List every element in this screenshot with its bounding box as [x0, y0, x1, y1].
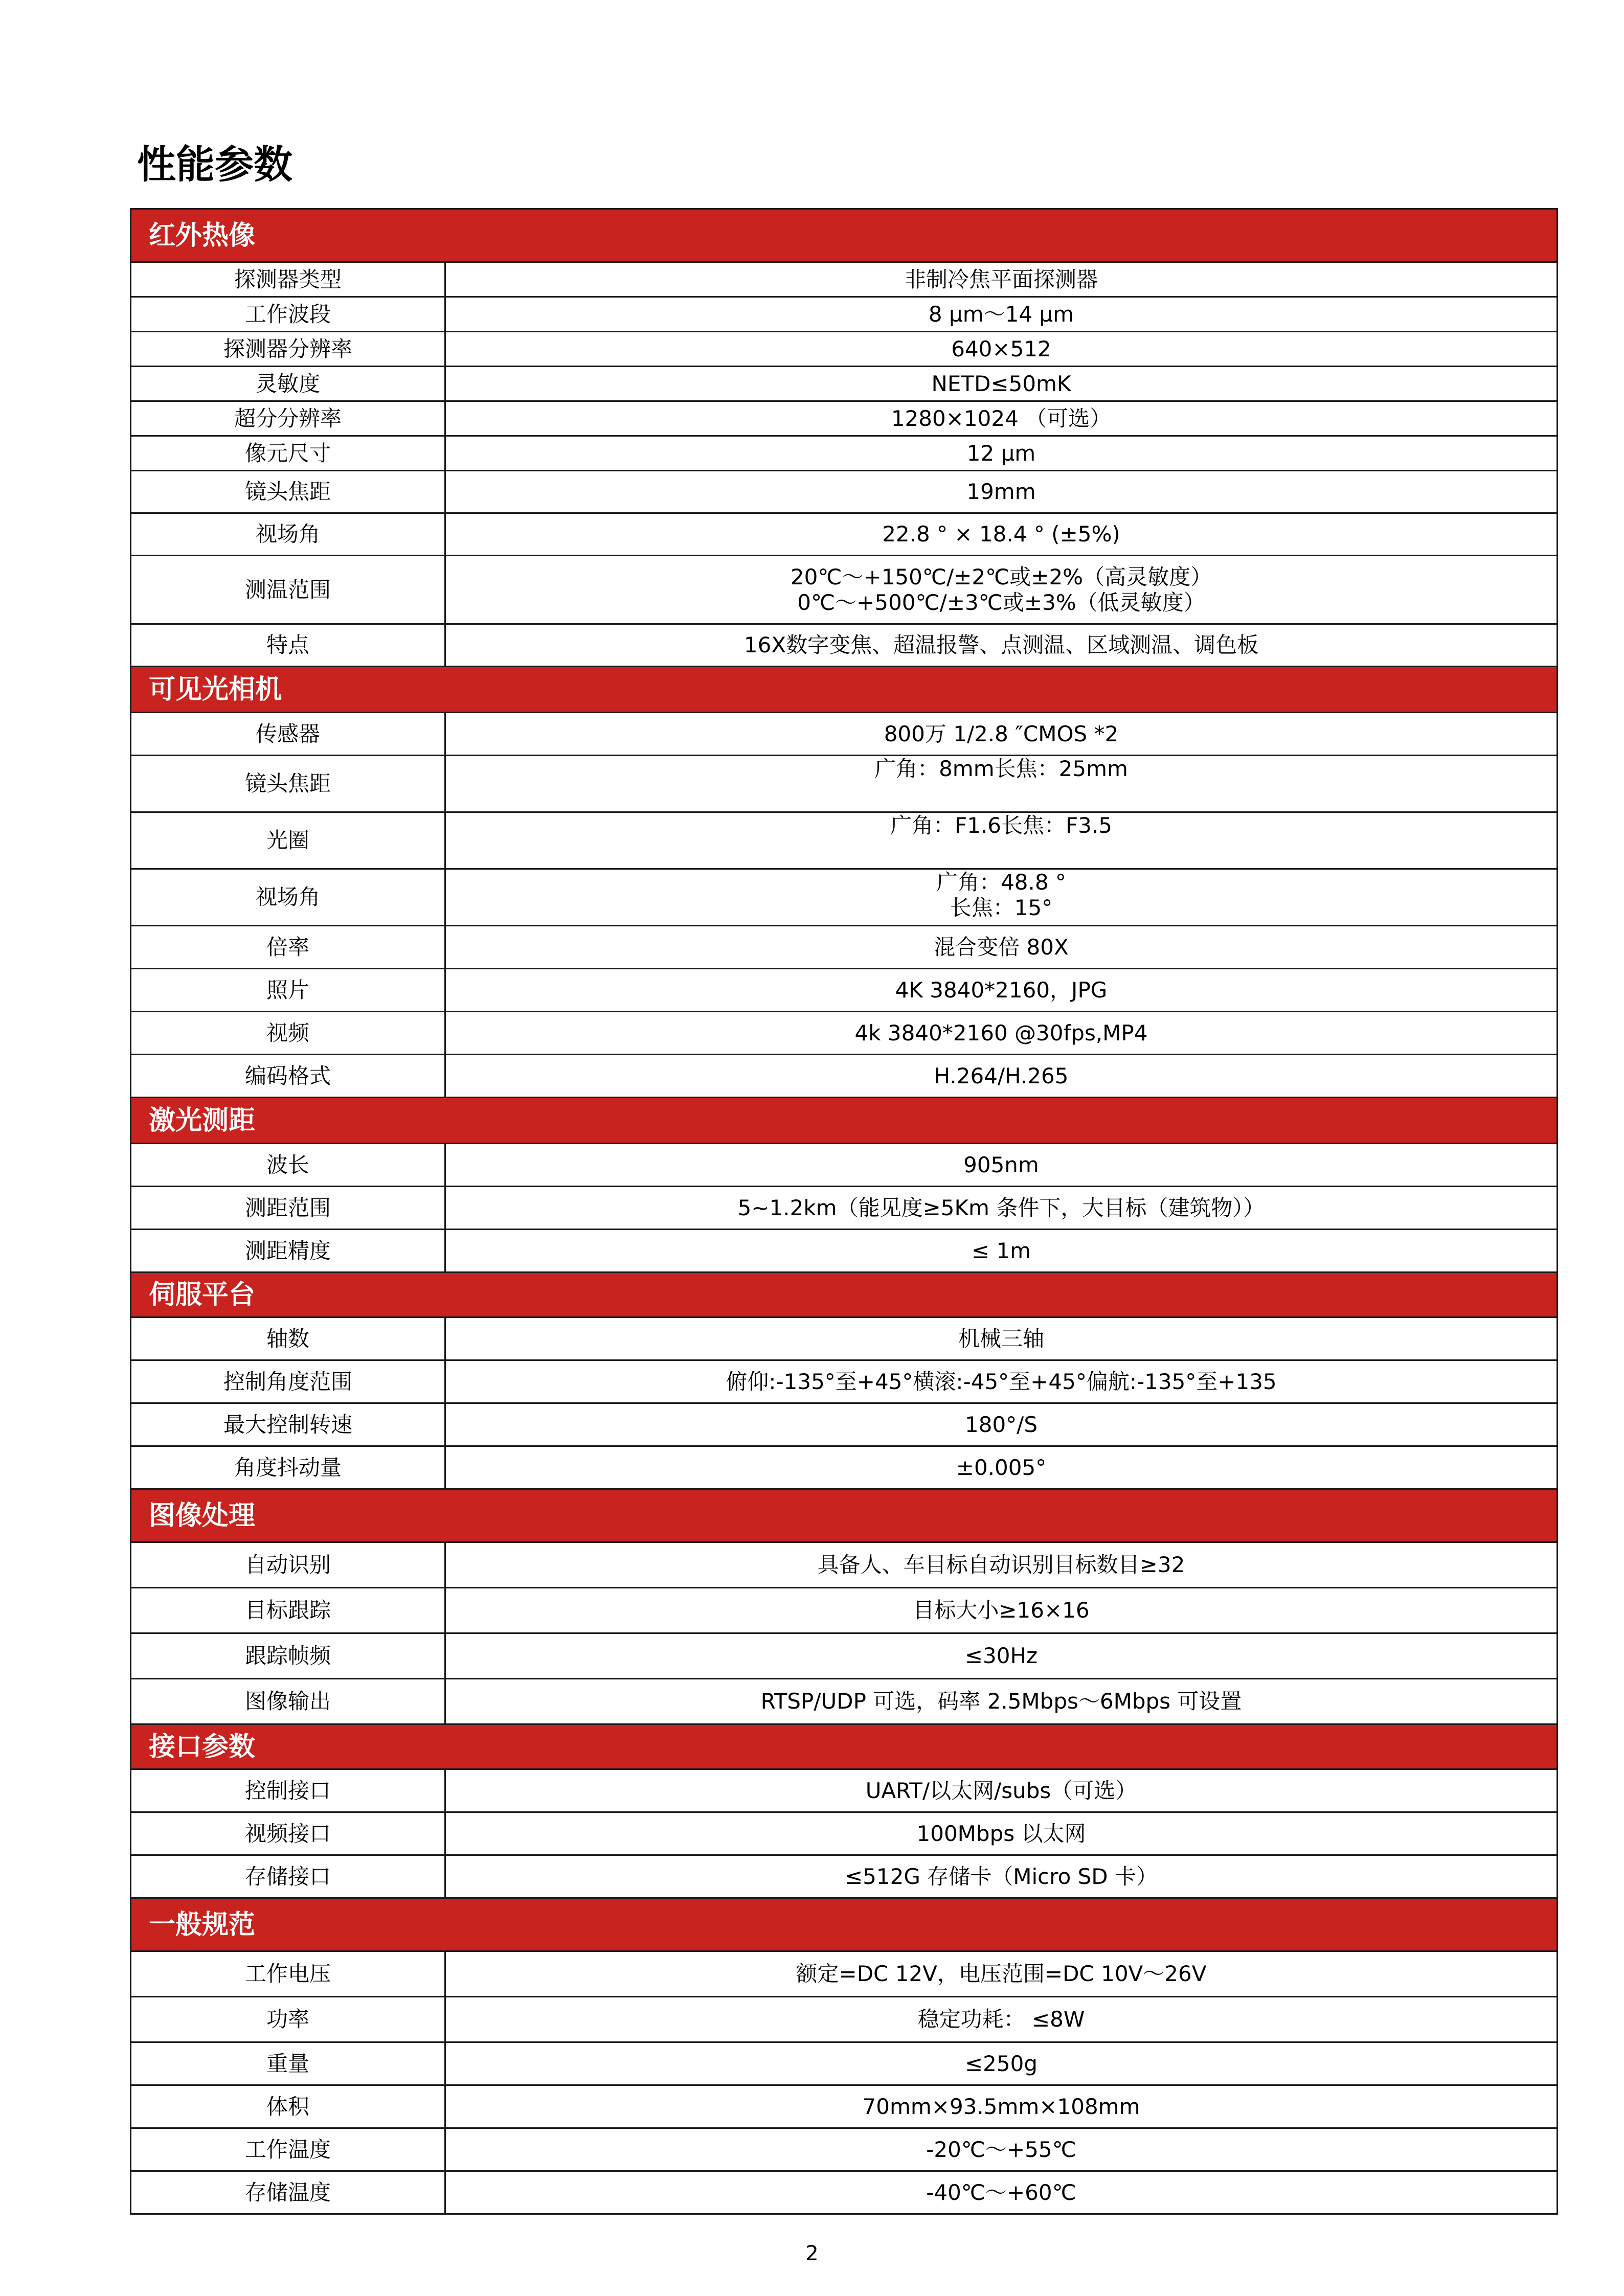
spec-value [445, 2128, 1558, 2171]
spec-label: 视频接口 [131, 1812, 445, 1855]
spec-label: 光圈 [131, 812, 445, 869]
spec-row [131, 1187, 1558, 1230]
spec-value-line: -40℃～+60℃ [926, 2179, 1076, 2205]
spec-label: 角度抖动量 [131, 1446, 445, 1489]
spec-value-line: 长焦：15° [950, 895, 1053, 920]
spec-row [131, 1769, 1558, 1812]
spec-value-line: 12 μm [966, 440, 1036, 466]
spec-row [131, 436, 1558, 471]
spec-value [445, 556, 1558, 624]
spec-value [445, 2042, 1558, 2085]
section-header-row [131, 667, 1558, 713]
section-header-row [131, 1272, 1558, 1317]
spec-label: 自动识别 [131, 1542, 445, 1588]
spec-label: 工作波段 [131, 297, 445, 332]
section-title: 激光测距 [131, 1098, 1558, 1144]
section-title: 一般规范 [131, 1898, 1558, 1951]
spec-row [131, 1997, 1558, 2042]
spec-label: 波长 [131, 1144, 445, 1187]
spec-value-line: ≤ 1m [971, 1238, 1031, 1263]
spec-value-line: 机械三轴 [958, 1326, 1044, 1351]
spec-label: 轴数 [131, 1317, 445, 1360]
spec-label: 视场角 [131, 869, 445, 926]
spec-value [445, 1951, 1558, 1997]
section-header-row [131, 209, 1558, 262]
spec-value-line: 20℃～+150℃/±2℃或±2%（高灵敏度） [790, 564, 1212, 589]
spec-label: 灵敏度 [131, 367, 445, 401]
section-header-row [131, 1489, 1558, 1542]
spec-value-line: 640×512 [951, 336, 1051, 361]
spec-label: 重量 [131, 2042, 445, 2085]
spec-row [131, 1360, 1558, 1403]
spec-value [445, 1446, 1558, 1489]
spec-value-line: 19mm [966, 479, 1036, 504]
spec-value [445, 332, 1558, 367]
spec-value [445, 513, 1558, 556]
spec-value [445, 624, 1558, 667]
spec-label: 控制角度范围 [131, 1360, 445, 1403]
spec-label: 存储接口 [131, 1855, 445, 1898]
spec-value-line: 广角：48.8 ° [936, 870, 1066, 895]
spec-table-body [131, 209, 1558, 2214]
spec-value [445, 1812, 1558, 1855]
spec-table [130, 208, 1558, 2215]
spec-value [445, 1360, 1558, 1403]
spec-value-line: 22.8 ° × 18.4 ° (±5%) [882, 521, 1120, 547]
spec-label: 控制接口 [131, 1769, 445, 1812]
spec-label: 工作温度 [131, 2128, 445, 2171]
spec-value-line: 4K 3840*2160，JPG [895, 977, 1108, 1003]
spec-row [131, 1012, 1558, 1055]
spec-value [445, 1769, 1558, 1812]
spec-row [131, 969, 1558, 1012]
page-number: 2 [805, 2242, 819, 2265]
spec-row [131, 1812, 1558, 1855]
spec-label: 视场角 [131, 513, 445, 556]
spec-value-line: 800万 1/2.8 ″CMOS *2 [884, 721, 1119, 746]
spec-value-line: 非制冷焦平面探测器 [904, 266, 1098, 292]
spec-value [445, 436, 1558, 471]
spec-row [131, 262, 1558, 297]
spec-label: 视频 [131, 1012, 445, 1055]
section-title: 红外热像 [131, 209, 1558, 262]
spec-value-line: 目标大小≥16×16 [913, 1598, 1090, 1623]
spec-value [445, 1317, 1558, 1360]
section-header-row [131, 1898, 1558, 1951]
spec-value-line: 100Mbps 以太网 [916, 1821, 1086, 1846]
spec-value [445, 756, 1558, 812]
spec-row [131, 471, 1558, 513]
spec-value [445, 1230, 1558, 1272]
spec-label: 存储温度 [131, 2171, 445, 2214]
spec-row [131, 367, 1558, 401]
spec-value-line: 180°/S [965, 1412, 1037, 1437]
spec-value-line: 额定=DC 12V，电压范围=DC 10V～26V [796, 1961, 1207, 1986]
spec-value-line: 0℃～+500℃/±3℃或±3%（低灵敏度） [797, 589, 1205, 615]
spec-row [131, 1317, 1558, 1360]
spec-row [131, 297, 1558, 332]
spec-value [445, 1588, 1558, 1633]
spec-label: 编码格式 [131, 1055, 445, 1098]
spec-value [445, 1633, 1558, 1679]
spec-label: 特点 [131, 624, 445, 667]
spec-row [131, 2171, 1558, 2214]
spec-label: 目标跟踪 [131, 1588, 445, 1633]
spec-label: 镜头焦距 [131, 756, 445, 812]
spec-row [131, 1679, 1558, 1724]
spec-value [445, 1403, 1558, 1446]
spec-row [131, 1403, 1558, 1446]
spec-label: 镜头焦距 [131, 471, 445, 513]
spec-row [131, 556, 1558, 624]
spec-value-line: 5~1.2km（能见度≥5Km 条件下，大目标（建筑物）） [737, 1195, 1265, 1220]
spec-value [445, 713, 1558, 756]
spec-row [131, 624, 1558, 667]
section-title: 可见光相机 [131, 667, 1558, 713]
spec-label: 测温范围 [131, 556, 445, 624]
spec-value-line: H.264/H.265 [934, 1063, 1069, 1088]
spec-value [445, 2085, 1558, 2128]
spec-value [445, 1997, 1558, 2042]
spec-value [445, 1055, 1558, 1098]
spec-value-line: RTSP/UDP 可选，码率 2.5Mbps～6Mbps 可设置 [760, 1689, 1242, 1714]
spec-row [131, 332, 1558, 367]
spec-value-line: NETD≤50mK [931, 371, 1071, 396]
spec-value [445, 926, 1558, 969]
section-title: 图像处理 [131, 1489, 1558, 1542]
spec-label: 倍率 [131, 926, 445, 969]
spec-label: 图像输出 [131, 1679, 445, 1724]
spec-label: 体积 [131, 2085, 445, 2128]
spec-label: 跟踪帧频 [131, 1633, 445, 1679]
spec-value [445, 969, 1558, 1012]
spec-row [131, 1951, 1558, 1997]
spec-label: 像元尺寸 [131, 436, 445, 471]
spec-label: 测距范围 [131, 1187, 445, 1230]
spec-row [131, 1055, 1558, 1098]
spec-row [131, 713, 1558, 756]
spec-row [131, 812, 1558, 869]
spec-value-line: 广角：8mm长焦：25mm [874, 756, 1128, 781]
spec-label: 探测器类型 [131, 262, 445, 297]
spec-value [445, 401, 1558, 436]
spec-value-line: ≤512G 存储卡（Micro SD 卡） [845, 1863, 1158, 1889]
spec-value-line: 广角：F1.6长焦：F3.5 [890, 813, 1112, 838]
spec-label: 照片 [131, 969, 445, 1012]
spec-row [131, 1542, 1558, 1588]
spec-value [445, 1012, 1558, 1055]
spec-row [131, 2128, 1558, 2171]
spec-value-line: 俯仰:-135°至+45°横滚:-45°至+45°偏航:-135°至+135 [726, 1369, 1277, 1394]
spec-row [131, 401, 1558, 436]
spec-label: 工作电压 [131, 1951, 445, 1997]
spec-row [131, 1588, 1558, 1633]
spec-value-line: 稳定功耗： ≤8W [917, 2007, 1085, 2032]
spec-value-line: ≤250g [964, 2051, 1038, 2076]
spec-value-line: UART/以太网/subs（可选） [865, 1778, 1137, 1803]
spec-value [445, 297, 1558, 332]
spec-label: 测距精度 [131, 1230, 445, 1272]
section-header-row [131, 1098, 1558, 1144]
spec-value-line: 1280×1024 （可选） [891, 405, 1112, 431]
spec-value [445, 1855, 1558, 1898]
spec-label: 传感器 [131, 713, 445, 756]
spec-row [131, 1446, 1558, 1489]
spec-value-line: 8 μm～14 μm [928, 301, 1074, 327]
spec-row [131, 1633, 1558, 1679]
spec-value-line: -20℃～+55℃ [926, 2136, 1076, 2162]
spec-label: 探测器分辨率 [131, 332, 445, 367]
spec-value [445, 367, 1558, 401]
spec-value [445, 1144, 1558, 1187]
spec-row [131, 513, 1558, 556]
spec-row [131, 1230, 1558, 1272]
spec-value [445, 1187, 1558, 1230]
spec-row [131, 926, 1558, 969]
spec-value-line: 具备人、车目标自动识别目标数目≥32 [817, 1552, 1185, 1577]
spec-value-line: 混合变倍 80X [934, 934, 1069, 960]
spec-value-line: 4k 3840*2160 @30fps,MP4 [854, 1020, 1148, 1045]
spec-value-line: 70mm×93.5mm×108mm [862, 2094, 1140, 2119]
spec-row [131, 1144, 1558, 1187]
spec-value [445, 1679, 1558, 1724]
spec-row [131, 2042, 1558, 2085]
spec-label: 超分分辨率 [131, 401, 445, 436]
spec-value [445, 812, 1558, 869]
spec-value-line: ≤30Hz [964, 1643, 1038, 1668]
spec-value [445, 869, 1558, 926]
spec-row [131, 2085, 1558, 2128]
page-title: 性能参数 [137, 142, 292, 187]
spec-row [131, 756, 1558, 812]
spec-value [445, 262, 1558, 297]
section-title: 接口参数 [131, 1724, 1558, 1769]
spec-value [445, 2171, 1558, 2214]
spec-label: 功率 [131, 1997, 445, 2042]
spec-value-line: ±0.005° [956, 1454, 1047, 1480]
spec-value [445, 471, 1558, 513]
spec-value [445, 1542, 1558, 1588]
spec-value-line: 16X数字变焦、超温报警、点测温、区域测温、调色板 [743, 632, 1259, 657]
section-header-row [131, 1724, 1558, 1769]
spec-value-line: 905nm [963, 1152, 1039, 1177]
spec-row [131, 869, 1558, 926]
spec-row [131, 1855, 1558, 1898]
section-title: 伺服平台 [131, 1272, 1558, 1317]
spec-label: 最大控制转速 [131, 1403, 445, 1446]
